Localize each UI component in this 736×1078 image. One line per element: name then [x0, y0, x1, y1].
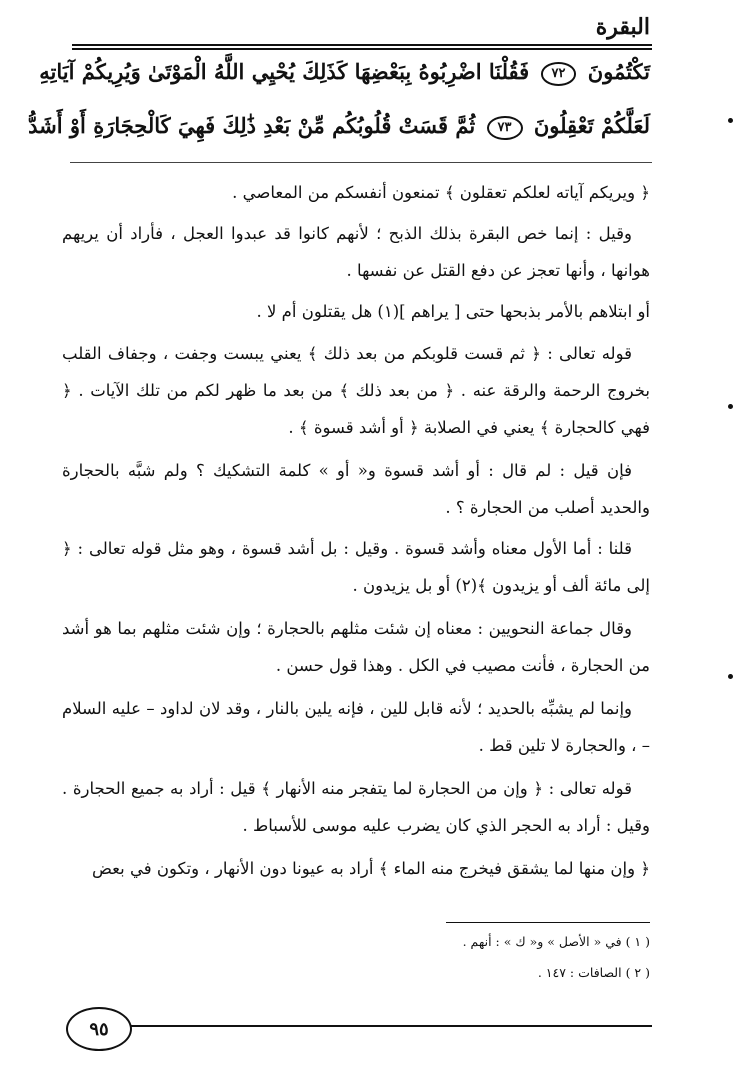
surah-title: البقرة [595, 14, 650, 40]
verse-text: فَقُلْنَا اضْرِبُوهُ بِبَعْضِهَا كَذَلِكَ يُحْيِي اللَّهُ الْمَوْتَىٰ وَيُرِيكُمْ آيَاتِهِ [39, 59, 530, 84]
scan-mark [728, 404, 733, 409]
commentary-paragraph: فإن قيل : لم قال : أو أشد قسوة و« أو » كلمة التشكيك ؟ ولم شبَّه بالحجارة والحديد أصلب من الحجارة ؟ . [62, 461, 650, 517]
footer-rule [118, 1025, 652, 1027]
quran-verse-line [39, 52, 650, 92]
page-number-badge [66, 1007, 132, 1051]
verse-text: ثُمَّ قَسَتْ قُلُوبُكُم مِّنْ بَعْدِ ذَٰلِكَ فَهِيَ كَالْحِجَارَةِ أَوْ أَشَدُّ [28, 113, 476, 138]
commentary-paragraph: ﴿ وإن منها لما يشقق فيخرج منه الماء ﴾ أراد به عيونا دون الأنهار ، وتكون في بعض [91, 859, 650, 878]
ayah-number-mark: ٧٣ [487, 116, 523, 140]
ayah-number-mark: ٧٢ [541, 62, 577, 86]
commentary-paragraph: وقال جماعة النحويين : معناه إن شئت مثلهم بالحجارة ؛ وإن شئت مثلهم بما هو أشد من الحجارة ، فأنت مصيب في الكل . وهذا قول حسن . [62, 619, 650, 675]
page-number: ٩٥ [89, 1018, 109, 1040]
verse-text: تَكْتُمُونَ [587, 59, 650, 84]
commentary-paragraph: وإنما لم يشبِّه بالحديد ؛ لأنه قابل للين ، فإنه يلين بالنار ، وقد لان لداود – عليه السلام – ، والحجارة لا تلين قط . [62, 699, 650, 755]
verse-separator-rule [70, 162, 652, 163]
commentary-paragraph: قلنا : أما الأول معناه وأشد قسوة . وقيل : بل أشد قسوة ، وهو مثل قوله تعالى : ﴿ إلى مائة ألف أو يزيدون ﴾(٢) أو بل يزيدون . [62, 539, 650, 595]
header-rule-inner [72, 48, 652, 50]
footnote: ( ١ ) في « الأصل » و« ك » : أنهم . [462, 934, 650, 949]
commentary-paragraph: أو ابتلاهم بالأمر بذبحها حتى [ يراهم ](١) هل يقتلون أم لا . [256, 302, 650, 321]
verse-text: لَعَلَّكُمْ تَعْقِلُونَ [533, 113, 650, 138]
commentary-paragraph: ﴿ ويريكم آياته لعلكم تعقلون ﴾ تمنعون أنفسكم من المعاصي . [232, 183, 650, 202]
scan-mark [728, 674, 733, 679]
footnote-separator [446, 922, 650, 923]
footnote: ( ٢ ) الصافات : ١٤٧ . [537, 965, 650, 980]
commentary-paragraph: قوله تعالى : ﴿ وإن من الحجارة لما يتفجر منه الأنهار ﴾ قيل : أراد به جميع الحجارة . وقيل : أراد به الحجر الذي كان يضرب عليه موسى للأسباط . [62, 779, 650, 835]
commentary-paragraph: وقيل : إنما خص البقرة بذلك الذبح ؛ لأنهم كانوا قد عبدوا العجل ، فأراد أن يريهم هوانها ، وأنها تعجز عن دفع القتل عن نفسها . [62, 224, 650, 280]
header-rule [72, 44, 652, 46]
quran-verse-line [28, 106, 650, 146]
scan-mark [728, 118, 733, 123]
commentary-paragraph: قوله تعالى : ﴿ ثم قست قلوبكم من بعد ذلك ﴾ يعني يبست وجفت ، وجفاف القلب بخروج الرحمة والرقة عنه . ﴿ من بعد ذلك ﴾ من بعد ما ظهر لكم من تلك الآيات . ﴿ فهي كالحجارة ﴾ يعني في الصلابة ﴿ أو أشد قسوة ﴾ . [62, 344, 650, 437]
